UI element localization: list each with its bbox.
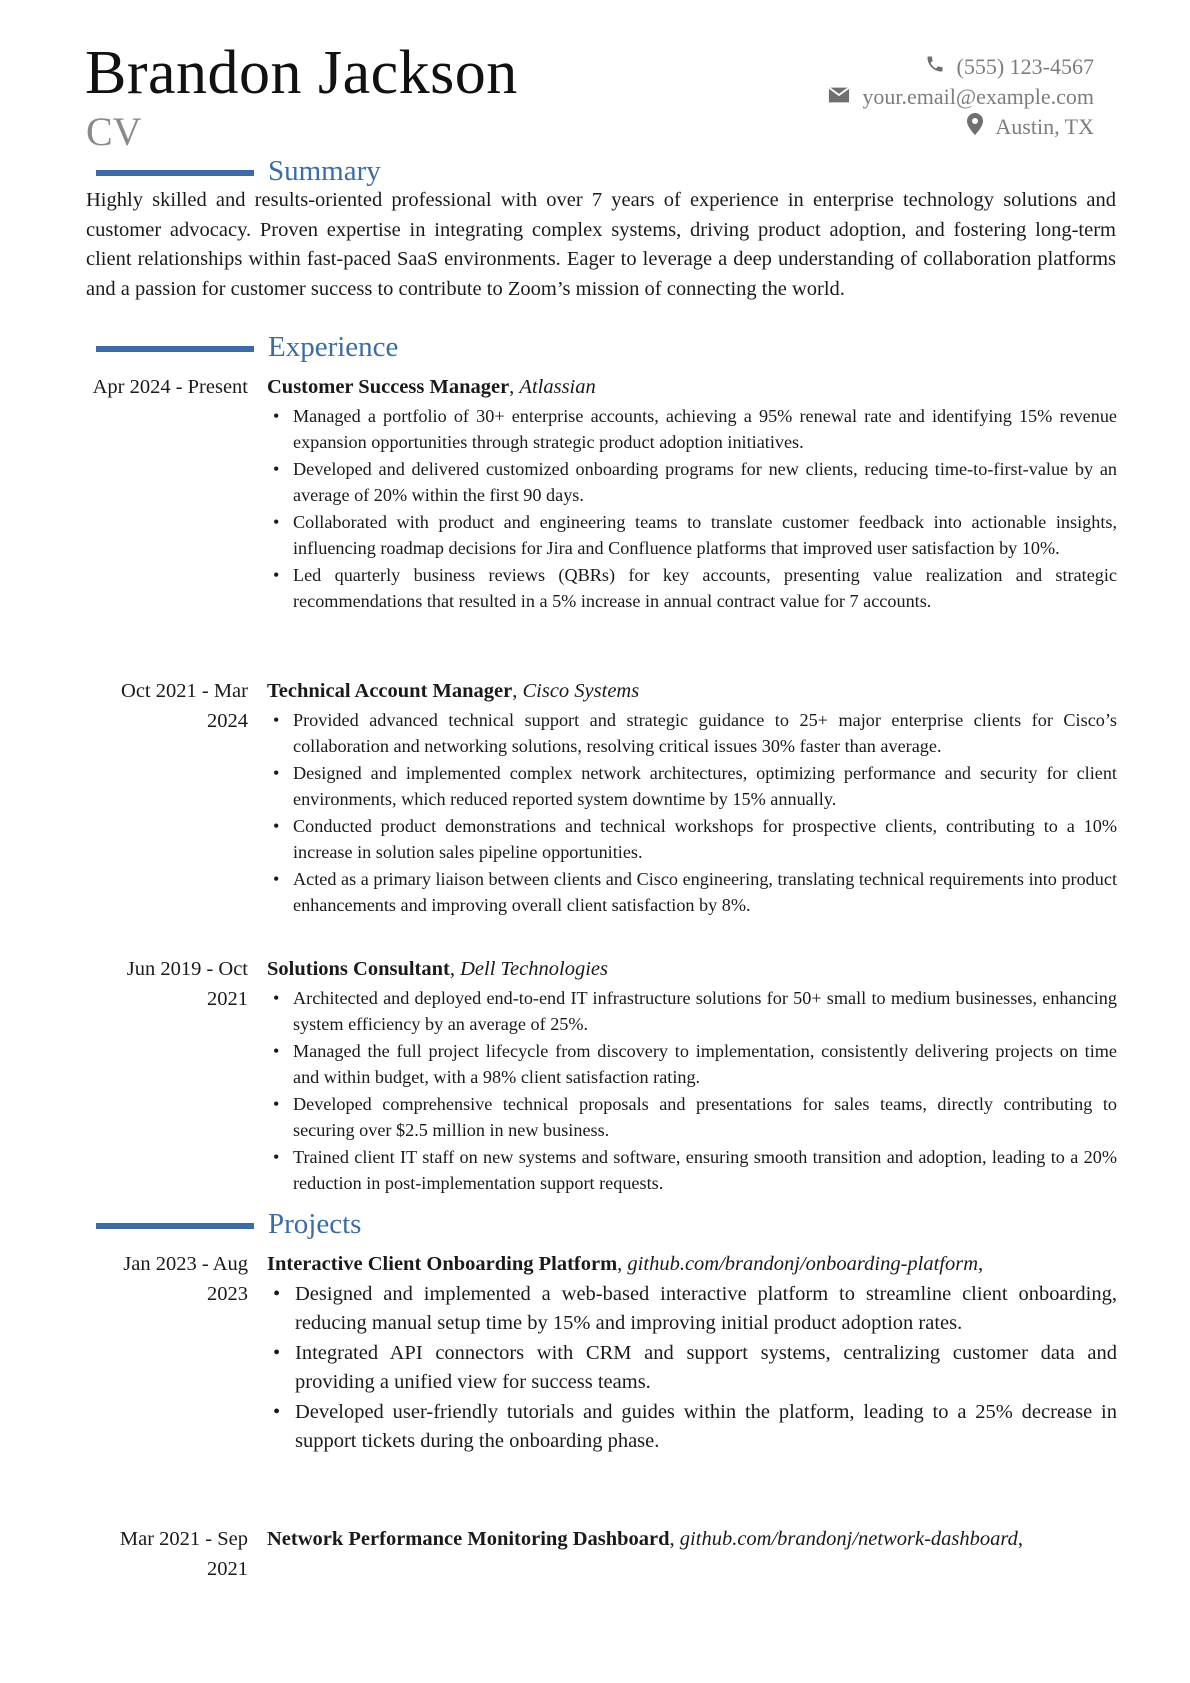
bullet-item: • Designed and implemented a web-based interactive platform to streamline client onboarding, reducing manual setup time by 15% and improving initial product adoption rates.: [267, 1280, 1117, 1339]
entry-organization: Atlassian: [519, 376, 596, 398]
entry-heading: Network Performance Monitoring Dashboard, github.com/brandonj/network-dashboard,: [267, 1528, 1023, 1550]
projects-section-header: [96, 1207, 361, 1241]
entry-role: Technical Account Manager: [267, 680, 513, 702]
entry-organization: Cisco Systems: [522, 680, 640, 702]
bullet-list: [267, 707, 1117, 919]
bullet-item: • Conducted product demonstrations and technical workshops for prospective clients, contributing to a 10% increase in solution sales pipeline opportunities.: [267, 813, 1117, 866]
contact-block: [828, 52, 1094, 142]
entry-organization: Dell Technologies: [460, 958, 608, 980]
project-name: Network Performance Monitoring Dashboard: [267, 1528, 670, 1550]
bullet-item: • Collaborated with product and engineering teams to translate customer feedback into actionable insights, influencing roadmap decisions for Jira and Confluence platforms that improved user satisfaction by 10%.: [267, 509, 1117, 562]
bullet-item: • Developed comprehensive technical proposals and presentations for sales teams, directly contributing to securing over $2.5 million in new business.: [267, 1091, 1117, 1144]
entry-content: [267, 1525, 1117, 1555]
section-rule: [96, 1223, 254, 1229]
entry-content: [267, 1250, 1117, 1457]
entry-role: Solutions Consultant: [267, 958, 450, 980]
project-name: Interactive Client Onboarding Platform: [267, 1253, 618, 1275]
bullet-item: • Trained client IT staff on new systems and software, ensuring smooth transition and adoption, leading to a 20% reduction in post-implementation support requests.: [267, 1144, 1117, 1197]
project-link[interactable]: github.com/brandonj/onboarding-platform: [627, 1253, 979, 1275]
contact-location: [828, 112, 1094, 142]
bullet-item: • Managed the full project lifecycle from discovery to implementation, consistently delivering projects on time and within budget, with a 98% client satisfaction rating.: [267, 1038, 1117, 1091]
entry-heading: Interactive Client Onboarding Platform, github.com/brandonj/onboarding-platform,: [267, 1253, 984, 1275]
entry-content: [267, 955, 1117, 1197]
bullet-list: [267, 1280, 1117, 1457]
contact-phone: [828, 52, 1094, 82]
section-title-projects: Projects: [268, 1207, 362, 1240]
entry-heading: Solutions Consultant, Dell Technologies: [267, 958, 608, 980]
section-rule: [96, 346, 254, 352]
experience-section-header: [96, 330, 398, 364]
bullet-item: • Managed a portfolio of 30+ enterprise accounts, achieving a 95% renewal rate and identifying 15% revenue expansion opportunities through strategic product adoption initiatives.: [267, 403, 1117, 456]
summary-text: Highly skilled and results-oriented professional with over 7 years of experience in enterprise technology solutions and customer advocacy. Proven expertise in integrating complex systems, driving product adoption, and fostering long-term client relationships within fast-paced SaaS environments. Eager to leverage a deep understanding of collaboration platforms and a passion for customer success to contribute to Zoom’s mission of connecting the world.: [86, 189, 1116, 300]
phone-text[interactable]: (555) 123-4567: [956, 54, 1094, 79]
contact-email: [828, 82, 1094, 112]
email-link[interactable]: your.email@example.com: [862, 84, 1094, 109]
entry-content: [267, 373, 1117, 615]
bullet-item: • Provided advanced technical support and strategic guidance to 25+ major enterprise clients for Cisco’s collaboration and networking solutions, resolving critical issues 30% faster than average.: [267, 707, 1117, 760]
summary-section-header: [96, 154, 381, 188]
map-pin-icon: [967, 113, 983, 141]
bullet-item: • Designed and implemented complex network architectures, optimizing performance and security for client environments, which reduced reported system downtime by 15% annually.: [267, 760, 1117, 813]
document-subtitle: CV: [86, 109, 142, 154]
entry-date: Apr 2024 - Present: [92, 376, 248, 398]
entry-date: Jun 2019 - Oct 2021: [126, 958, 248, 1010]
bullet-list: [267, 403, 1117, 615]
project-link[interactable]: github.com/brandonj/network-dashboard: [679, 1528, 1018, 1550]
bullet-item: • Developed and delivered customized onboarding programs for new clients, reducing time-to-first-value by an average of 20% within the first 90 days.: [267, 456, 1117, 509]
bullet-item: • Integrated API connectors with CRM and support systems, centralizing customer data and providing a unified view for success teams.: [267, 1339, 1117, 1398]
entry-date: Mar 2021 - Sep 2021: [119, 1528, 248, 1580]
envelope-icon: [828, 84, 850, 110]
entry-role: Customer Success Manager: [267, 376, 510, 398]
bullet-item: • Acted as a primary liaison between clients and Cisco engineering, translating technical requirements into product enhancements and improving overall client satisfaction by 8%.: [267, 866, 1117, 919]
entry-content: [267, 677, 1117, 919]
phone-icon: [925, 54, 945, 80]
candidate-name: Brandon Jackson: [85, 39, 518, 107]
bullet-item: • Architected and deployed end-to-end IT infrastructure solutions for 50+ small to medium businesses, enhancing system efficiency by an average of 25%.: [267, 985, 1117, 1038]
bullet-list: [267, 985, 1117, 1197]
entry-heading: Technical Account Manager, Cisco Systems: [267, 680, 640, 702]
bullet-item: • Led quarterly business reviews (QBRs) for key accounts, presenting value realization and strategic recommendations that resulted in a 5% increase in annual contract value for 7 accounts.: [267, 562, 1117, 615]
entry-date: Jan 2023 - Aug 2023: [123, 1253, 248, 1305]
section-title-experience: Experience: [268, 330, 399, 363]
section-rule: [96, 170, 254, 176]
bullet-item: • Developed user-friendly tutorials and guides within the platform, leading to a 25% decrease in support tickets during the onboarding phase.: [267, 1398, 1117, 1457]
entry-date: Oct 2021 - Mar 2024: [121, 680, 248, 732]
entry-heading: Customer Success Manager, Atlassian: [267, 376, 596, 398]
location-text: Austin, TX: [995, 114, 1094, 139]
section-title-summary: Summary: [268, 154, 381, 187]
